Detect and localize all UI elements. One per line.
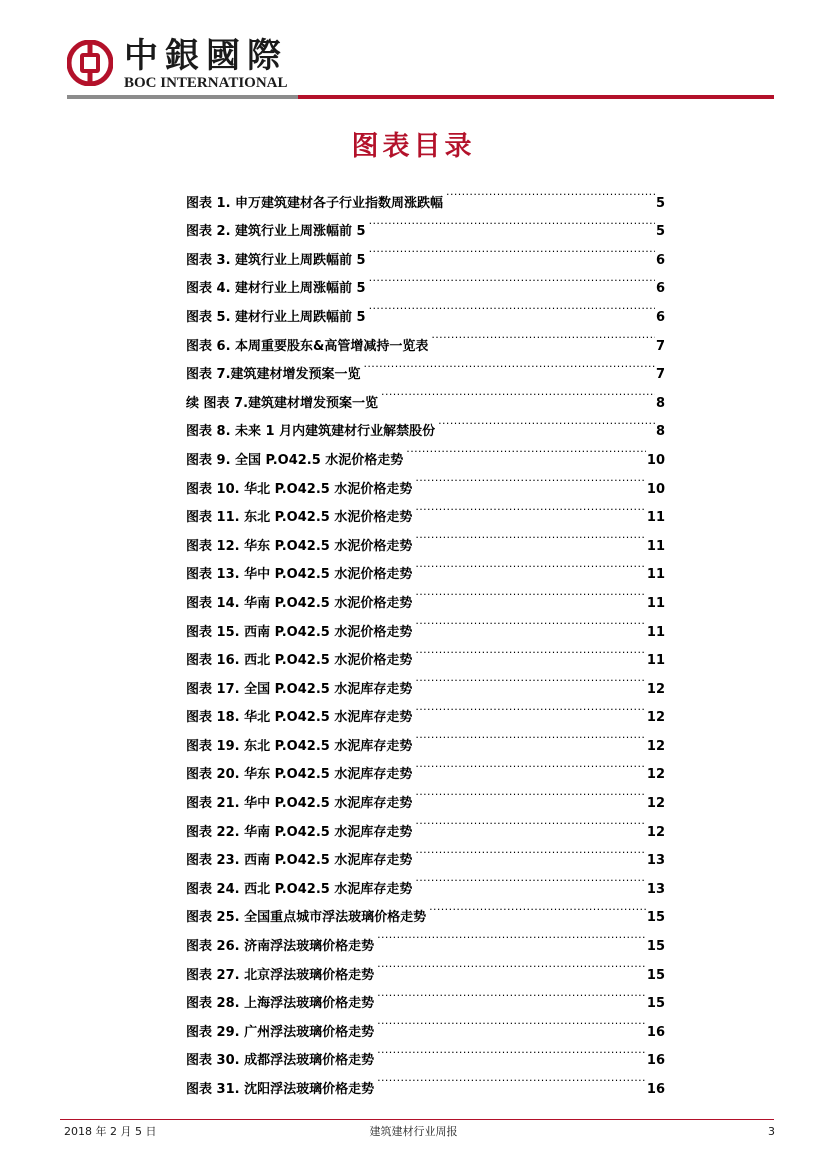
- toc-dot-leader: [377, 1064, 646, 1093]
- toc-dot-leader: [415, 464, 646, 493]
- brand-name-english: BOC INTERNATIONAL: [124, 75, 288, 91]
- toc-entry-page: 13: [646, 881, 665, 897]
- toc-dot-leader: [415, 550, 646, 579]
- toc-entry-page: 12: [646, 681, 665, 697]
- toc-dot-leader: [369, 235, 655, 264]
- toc-entry-label: 图表 11. 东北 P.O42.5 水泥价格走势: [186, 510, 413, 526]
- toc-dot-leader: [369, 292, 655, 321]
- toc-entry-label: 图表 13. 华中 P.O42.5 水泥价格走势: [186, 567, 413, 583]
- toc-entry-label: 图表 28. 上海浮法玻璃价格走势: [186, 996, 375, 1012]
- toc-entry-page: 15: [646, 910, 665, 926]
- toc-dot-leader: [446, 178, 655, 207]
- toc-entry-label: 图表 4. 建材行业上周涨幅前 5: [186, 281, 366, 297]
- toc-entry-page: 5: [655, 195, 665, 211]
- toc-entry-page: 12: [646, 824, 665, 840]
- toc-entry-page: 11: [646, 624, 665, 640]
- footer-report-title: 建筑建材行业周报: [369, 1125, 458, 1138]
- table-of-figures: [186, 178, 665, 1097]
- toc-entry-label: 图表 5. 建材行业上周跌幅前 5: [186, 309, 366, 325]
- toc-entry-page: 11: [646, 567, 665, 583]
- toc-entry-label: 图表 23. 西南 P.O42.5 水泥库存走势: [186, 853, 413, 869]
- toc-entry[interactable]: [186, 178, 665, 211]
- toc-dot-leader: [415, 521, 646, 550]
- toc-entry-page: 10: [646, 481, 665, 497]
- toc-entry-label: 图表 26. 济南浮法玻璃价格走势: [186, 939, 375, 955]
- toc-entry-label: 图表 29. 广州浮法玻璃价格走势: [186, 1024, 375, 1040]
- header-divider-grey: [67, 95, 298, 99]
- toc-entry-page: 5: [655, 224, 665, 240]
- toc-entry-page: 16: [646, 1024, 665, 1040]
- toc-entry-label: 图表 24. 西北 P.O42.5 水泥库存走势: [186, 881, 413, 897]
- toc-dot-leader: [415, 664, 646, 693]
- toc-dot-leader: [377, 1036, 646, 1065]
- toc-dot-leader: [369, 207, 655, 236]
- toc-dot-leader: [415, 778, 646, 807]
- toc-dot-leader: [369, 264, 655, 293]
- toc-entry-label: 续 图表 7.建筑建材增发预案一览: [186, 395, 379, 411]
- toc-entry-label: 图表 9. 全国 P.O42.5 水泥价格走势: [186, 452, 404, 468]
- toc-entry-label: 图表 15. 西南 P.O42.5 水泥价格走势: [186, 624, 413, 640]
- toc-entry-page: 11: [646, 510, 665, 526]
- toc-dot-leader: [377, 979, 646, 1008]
- toc-dot-leader: [415, 493, 646, 522]
- toc-dot-leader: [415, 693, 646, 722]
- toc-entry-page: 15: [646, 967, 665, 983]
- toc-entry-label: 图表 14. 华南 P.O42.5 水泥价格走势: [186, 595, 413, 611]
- toc-dot-leader: [415, 607, 646, 636]
- toc-entry-page: 10: [646, 452, 665, 468]
- toc-dot-leader: [377, 921, 646, 950]
- toc-entry-page: 12: [646, 738, 665, 754]
- header-divider-red: [298, 95, 774, 99]
- toc-entry-label: 图表 20. 华东 P.O42.5 水泥库存走势: [186, 767, 413, 783]
- toc-entry-label: 图表 31. 沈阳浮法玻璃价格走势: [186, 1082, 375, 1097]
- toc-dot-leader: [377, 950, 646, 979]
- toc-dot-leader: [415, 807, 646, 836]
- toc-dot-leader: [415, 721, 646, 750]
- toc-entry-label: 图表 17. 全国 P.O42.5 水泥库存走势: [186, 681, 413, 697]
- toc-entry-label: 图表 6. 本周重要股东&高管增减持一览表: [186, 338, 429, 354]
- toc-dot-leader: [431, 321, 655, 350]
- toc-entry-page: 16: [646, 1082, 665, 1097]
- toc-dot-leader: [381, 378, 655, 407]
- toc-entry-label: 图表 10. 华北 P.O42.5 水泥价格走势: [186, 481, 413, 497]
- toc-dot-leader: [429, 893, 646, 922]
- toc-entry-page: 6: [655, 309, 665, 325]
- footer-date: 2018 年 2 月 5 日: [64, 1125, 157, 1138]
- toc-entry-label: 图表 12. 华东 P.O42.5 水泥价格走势: [186, 538, 413, 554]
- toc-entry-label: 图表 25. 全国重点城市浮法玻璃价格走势: [186, 910, 427, 926]
- toc-entry-page: 15: [646, 996, 665, 1012]
- toc-entry-page: 8: [655, 424, 665, 440]
- toc-entry-label: 图表 16. 西北 P.O42.5 水泥价格走势: [186, 653, 413, 669]
- toc-entry-page: 16: [646, 1053, 665, 1069]
- toc-entry-page: 11: [646, 595, 665, 611]
- toc-entry-page: 7: [655, 338, 665, 354]
- toc-entry-page: 7: [655, 367, 665, 383]
- toc-entry-page: 11: [646, 653, 665, 669]
- toc-entry-page: 11: [646, 538, 665, 554]
- toc-dot-leader: [415, 836, 646, 865]
- toc-entry-page: 15: [646, 939, 665, 955]
- toc-dot-leader: [415, 636, 646, 665]
- toc-entry-label: 图表 2. 建筑行业上周涨幅前 5: [186, 224, 366, 240]
- toc-entry-label: 图表 18. 华北 P.O42.5 水泥库存走势: [186, 710, 413, 726]
- toc-dot-leader: [406, 435, 646, 464]
- toc-entry-label: 图表 8. 未来 1 月内建筑建材行业解禁股份: [186, 424, 436, 440]
- toc-entry-page: 6: [655, 252, 665, 268]
- toc-dot-leader: [438, 407, 655, 436]
- page-header: [0, 0, 827, 105]
- boc-logo-icon: [67, 40, 113, 86]
- toc-dot-leader: [415, 750, 646, 779]
- footer-page-number: 3: [768, 1125, 775, 1138]
- toc-entry-page: 12: [646, 796, 665, 812]
- brand-name-chinese: 中銀國際: [124, 36, 288, 76]
- footer-divider: [60, 1119, 774, 1120]
- toc-entry-label: 图表 27. 北京浮法玻璃价格走势: [186, 967, 375, 983]
- toc-entry-label: 图表 19. 东北 P.O42.5 水泥库存走势: [186, 738, 413, 754]
- toc-entry-page: 13: [646, 853, 665, 869]
- toc-dot-leader: [415, 578, 646, 607]
- toc-entry-page: 8: [655, 395, 665, 411]
- toc-dot-leader: [377, 1007, 646, 1036]
- toc-entry-page: 12: [646, 710, 665, 726]
- toc-entry-label: 图表 3. 建筑行业上周跌幅前 5: [186, 252, 366, 268]
- toc-entry-label: 图表 1. 申万建筑建材各子行业指数周涨跌幅: [186, 195, 444, 211]
- toc-dot-leader: [415, 864, 646, 893]
- toc-entry-label: 图表 7.建筑建材增发预案一览: [186, 367, 361, 383]
- toc-entry-page: 12: [646, 767, 665, 783]
- toc-entry-label: 图表 21. 华中 P.O42.5 水泥库存走势: [186, 796, 413, 812]
- page-title: 图表目录: [351, 131, 476, 162]
- toc-dot-leader: [364, 350, 655, 379]
- toc-entry-page: 6: [655, 281, 665, 297]
- toc-entry-label: 图表 22. 华南 P.O42.5 水泥库存走势: [186, 824, 413, 840]
- toc-entry-label: 图表 30. 成都浮法玻璃价格走势: [186, 1053, 375, 1069]
